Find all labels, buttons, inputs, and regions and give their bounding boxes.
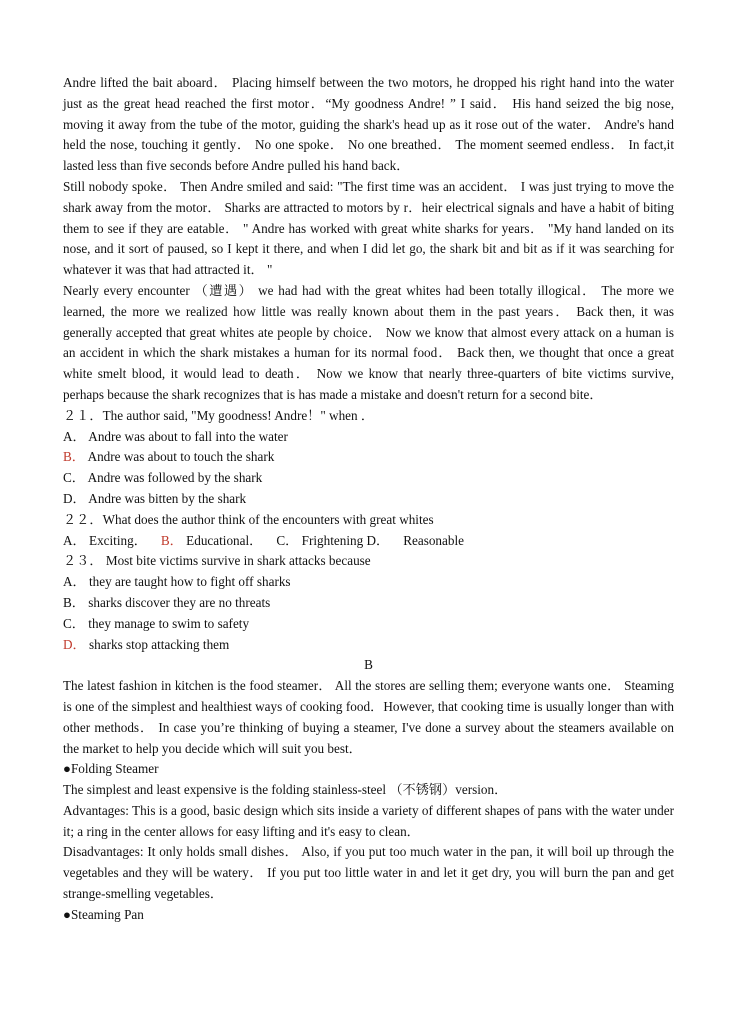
option-letter: C． [63,615,85,631]
question-number: ２２． [63,511,103,527]
option-21-d [63,489,674,510]
option-text: Frightening D． [301,532,390,548]
document-page [63,73,674,926]
option-text: Reasonable [403,532,464,548]
steaming-pan-heading: ●Steaming Pan [63,906,144,922]
option-21-a [63,427,674,448]
question-stem: Most bite victims survive in shark attacks because [105,553,371,569]
question-number: ２１． [63,407,103,423]
option-22-c [276,531,389,552]
option-text: Andre was about to touch the shark [87,449,275,465]
option-letter: A． [63,574,86,590]
passage-a-paragraph-3: Nearly every encounter （遭遇） we had had with the great whites had been totally illogical． The more we learned, the more we realized how little was really known about them in the past years． Back then, it was generally accepted that great whites ate people by choice． Now we know that almost every attack on a human is an accident in which the shark mistakes a human for its normal food． Back then, we thought that once a great white smelt blood, it would lead to death． Now we know that nearly three-quarters of bite victims survive, perhaps because the shark recognizes that is has made a mistake and doesn't return for a second bite． [63,282,674,402]
question-stem: What does the author think of the encounters with great whites [102,511,434,527]
option-23-d [63,635,674,656]
option-text: Educational． [186,532,263,548]
option-23-b [63,593,674,614]
option-text: Andre was bitten by the shark [88,490,247,506]
option-letter: B． [63,594,85,610]
option-text: sharks stop attacking them [89,636,230,652]
passage-a-paragraph-1: Andre lifted the bait aboard． Placing himself between the two motors, he dropped his right hand into the water just as the great head reached the first motor．“My goodness Andre! ” I said． His hand seized the big nose, moving it away from the tube of the motor, guiding the shark's head up as it rose out of the water． Andre's hand held the nose, touching it gently． No one spoke． No one breathed． The moment seemed endless． In fact,it lasted less than five seconds before Andre pulled his hand back． [63,75,674,174]
option-letter: C． [276,532,299,548]
passage-a-paragraph-2: Still nobody spoke． Then Andre smiled and said: "The first time was an accident． I was just trying to move the shark away from the motor． Sharks are attracted to motors by r．heir electrical signals and have a habit of biting them to see if they are eatable． " Andre has worked with great white sharks for years． "My hand landed on its nose, and it sort of paused, so I kept it there, and when I did let go, the shark bit and bit as if it was searching for whatever it was that had attracted it． " [63,178,674,278]
question-stem: The author said, "My goodness! Andre！" when ． [102,407,375,423]
option-text: they manage to swim to safety [88,615,250,631]
option-text: they are taught how to fight off sharks [89,574,291,590]
passage-b-intro: The latest fashion in kitchen is the food steamer． All the stores are selling them; everyone wants one． Steaming is one of the simplest and healthiest ways of cooking food．However, that cooking time is usually longer than with other methods． In case you’re thinking of buying a steamer, I've done a survey about the steamers available on the market to help you decide which will suit you best． [63,678,674,756]
folding-steamer-heading: ●Folding Steamer [63,761,159,777]
option-22-b [161,531,262,552]
option-22-a [63,531,147,552]
option-text: Exciting． [89,532,147,548]
option-letter: B． [63,449,85,465]
option-letter: C． [63,470,85,486]
option-21-b [63,447,674,468]
option-22-d [403,531,464,552]
passage-b-heading: B [364,657,373,673]
question-21 [63,406,674,427]
option-letter: A． [63,428,86,444]
question-23 [63,551,674,572]
option-letter: D． [63,636,86,652]
option-letter: B． [160,532,183,548]
option-text: Andre was about to fall into the water [88,428,288,444]
folding-steamer-disadvantages: Disadvantages: It only holds small dishes． Also, if you put too much water in the pan, it will boil up through the vegetables and they will be watery． If you put too little water in and let it get dry, you will burn the pan and get strange-smelling vegetables． [63,844,674,902]
option-letter: D． [63,490,86,506]
option-text: sharks discover they are no threats [88,594,271,610]
option-letter: A． [63,532,86,548]
option-text: Andre was followed by the shark [87,470,263,486]
option-23-c [63,614,674,635]
option-23-a [63,572,674,593]
option-21-c [63,468,674,489]
folding-steamer-description: The simplest and least expensive is the folding stainless-steel （不锈钢）version． [63,782,508,798]
options-22-row [63,531,674,552]
question-number: ２３． [63,553,103,569]
question-22 [63,510,674,531]
folding-steamer-advantages: Advantages: This is a good, basic design which sits inside a variety of different shapes of pans with the water under it; a ring in the center allows for easy lifting and it's easy to clean． [63,802,674,839]
